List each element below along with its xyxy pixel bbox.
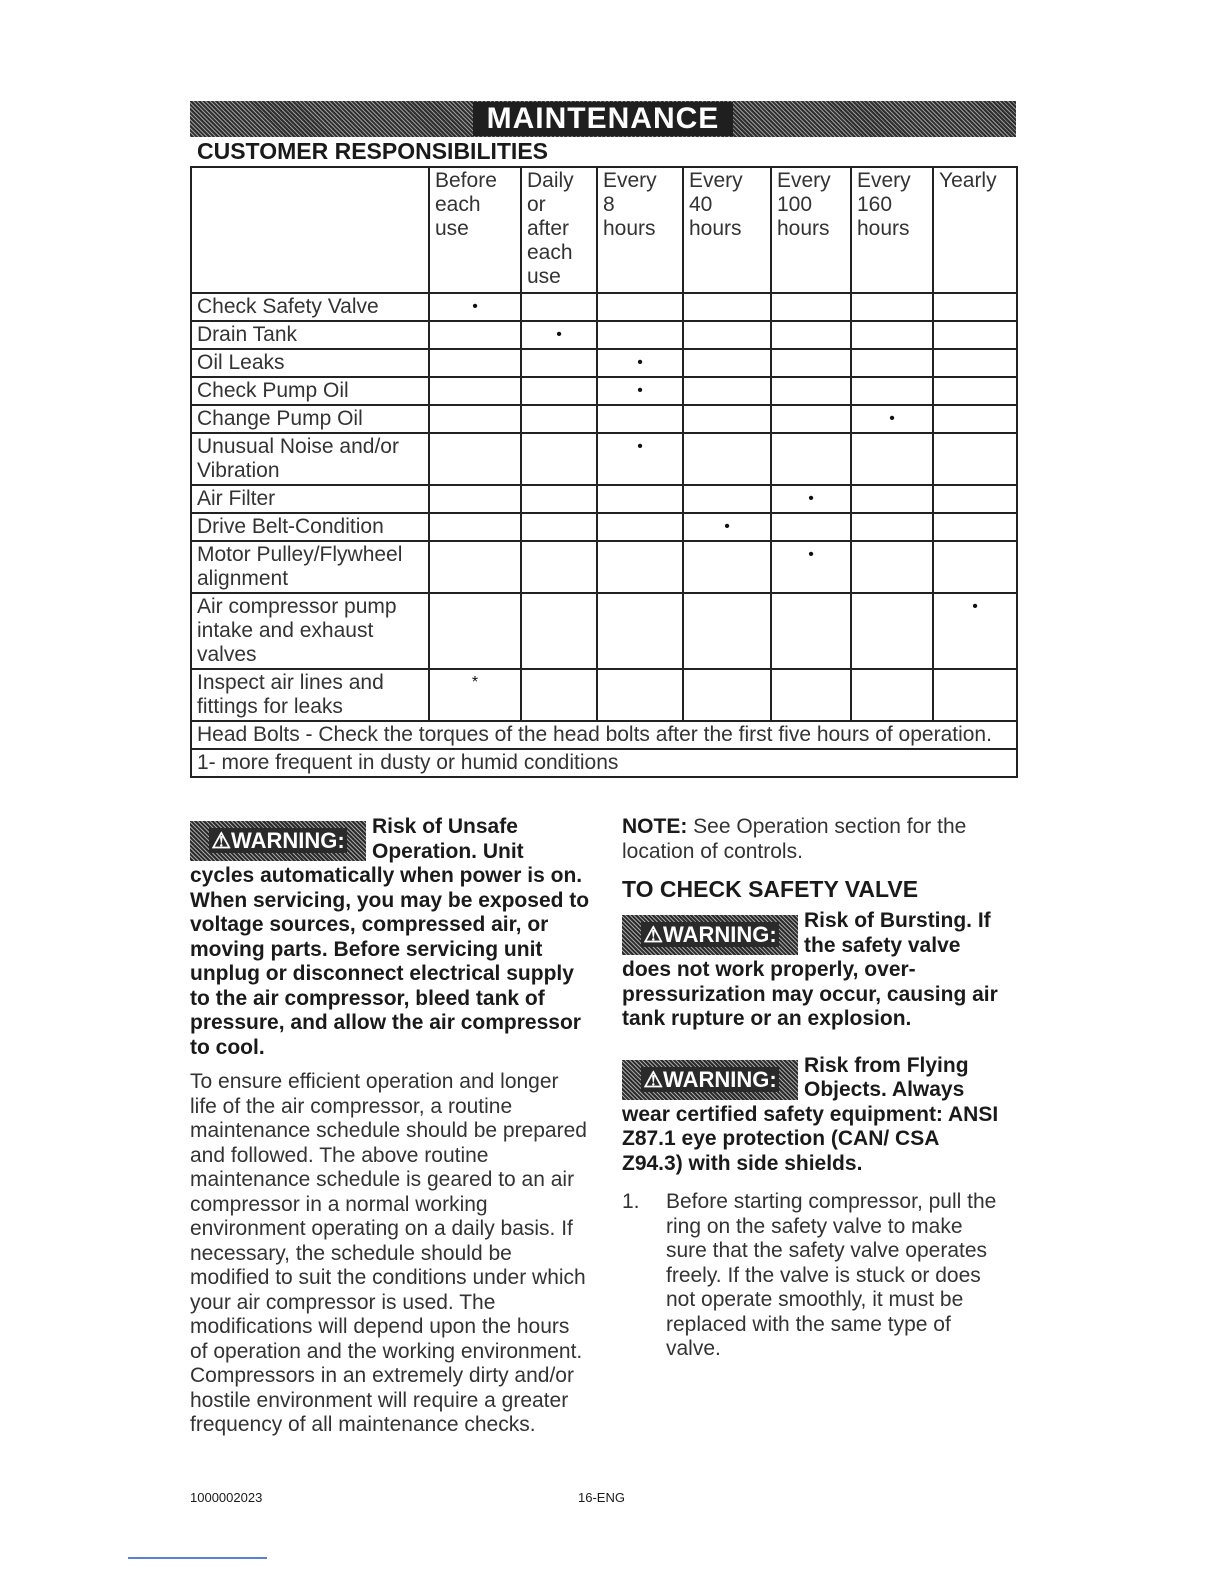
table-row <box>191 377 1017 405</box>
schedule-cell <box>597 669 683 721</box>
schedule-cell <box>933 405 1017 433</box>
flying-objects-warning <box>622 1054 1002 1177</box>
schedule-cell <box>933 321 1017 349</box>
column-header: Yearly <box>933 167 1017 293</box>
table-row <box>191 433 1017 485</box>
schedule-cell <box>933 377 1017 405</box>
schedule-cell <box>851 293 933 321</box>
schedule-mark: • <box>597 377 683 405</box>
schedule-mark: • <box>597 349 683 377</box>
schedule-cell <box>683 541 771 593</box>
step-text: Before starting compressor, pull the ring on the safety valve to make sure that the safety valve operates freely. If the valve is stuck or does not operate smoothly, it must be replaced with the same type of valve. <box>666 1190 997 1360</box>
warning-text: Risk from Flying Objects. Always wear certified safety equipment: ANSI Z87.1 eye protection (CAN/ CSA Z94.3) with side shields. <box>622 1053 999 1175</box>
bursting-warning <box>622 909 1002 1032</box>
schedule-cell <box>851 485 933 513</box>
schedule-cell <box>683 669 771 721</box>
table-row <box>191 593 1017 669</box>
schedule-mark: * <box>429 669 521 721</box>
schedule-cell <box>851 593 933 669</box>
schedule-cell <box>771 321 851 349</box>
schedule-cell <box>429 513 521 541</box>
schedule-cell <box>597 321 683 349</box>
page-number: 16-ENG <box>578 1490 625 1505</box>
maintenance-paragraph: To ensure efficient operation and longer life of the air compressor, a routine maintenance schedule should be prepared and followed. The above routine maintenance schedule is geared to an air compressor in a normal working environment operating on a daily basis. If necessary, the schedule should be modified to suit the conditions under which your air compressor is used. The modifications will depend upon the hours of operation and the working environment. Compressors in an extremely dirty and/or hostile environment will require a greater frequency of all maintenance checks. <box>190 1070 587 1436</box>
task-label: Air Filter <box>191 485 429 513</box>
schedule-cell <box>933 541 1017 593</box>
column-header: Before each use <box>429 167 521 293</box>
schedule-cell <box>771 377 851 405</box>
task-label: Check Pump Oil <box>191 377 429 405</box>
schedule-cell <box>933 669 1017 721</box>
schedule-cell <box>429 593 521 669</box>
schedule-cell <box>683 433 771 485</box>
schedule-cell <box>429 349 521 377</box>
task-label: Air compressor pump intake and exhaust valves <box>191 593 429 669</box>
schedule-cell <box>851 433 933 485</box>
schedule-cell <box>683 485 771 513</box>
schedule-cell <box>771 293 851 321</box>
note-label: NOTE: <box>622 815 688 838</box>
schedule-cell <box>521 433 597 485</box>
schedule-mark: • <box>933 593 1017 669</box>
table-footnote: Head Bolts - Check the torques of the head bolts after the first five hours of operation. <box>191 721 1017 749</box>
schedule-mark: • <box>597 433 683 485</box>
schedule-mark: • <box>521 321 597 349</box>
note <box>622 815 1002 864</box>
schedule-cell <box>933 349 1017 377</box>
schedule-cell <box>683 321 771 349</box>
column-header: Daily or after each use <box>521 167 597 293</box>
right-column <box>622 815 1002 1362</box>
step-number: 1. <box>622 1190 640 1213</box>
warning-badge: ⚠WARNING: <box>622 915 798 955</box>
schedule-cell <box>521 405 597 433</box>
column-header: Every 100 hours <box>771 167 851 293</box>
table-footnote: 1- more frequent in dusty or humid conditions <box>191 749 1017 777</box>
schedule-cell <box>521 541 597 593</box>
schedule-cell <box>429 377 521 405</box>
table-row <box>191 321 1017 349</box>
table-row <box>191 293 1017 321</box>
schedule-cell <box>521 513 597 541</box>
schedule-mark: • <box>771 485 851 513</box>
schedule-mark: • <box>851 405 933 433</box>
schedule-cell <box>933 293 1017 321</box>
table-footnote-row <box>191 749 1017 777</box>
task-label: Drive Belt-Condition <box>191 513 429 541</box>
schedule-cell <box>597 405 683 433</box>
schedule-cell <box>521 485 597 513</box>
schedule-cell <box>683 593 771 669</box>
table-row <box>191 405 1017 433</box>
task-label: Change Pump Oil <box>191 405 429 433</box>
schedule-cell <box>771 349 851 377</box>
schedule-cell <box>683 349 771 377</box>
schedule-cell <box>429 485 521 513</box>
schedule-cell <box>521 669 597 721</box>
task-label: Motor Pulley/Flywheel alignment <box>191 541 429 593</box>
schedule-cell <box>771 405 851 433</box>
schedule-cell <box>683 377 771 405</box>
schedule-cell <box>597 541 683 593</box>
schedule-cell <box>851 513 933 541</box>
task-label: Oil Leaks <box>191 349 429 377</box>
left-column <box>190 815 590 1438</box>
schedule-cell <box>771 669 851 721</box>
column-header: Every 40 hours <box>683 167 771 293</box>
column-header: Every 8 hours <box>597 167 683 293</box>
schedule-cell <box>851 349 933 377</box>
schedule-mark: • <box>429 293 521 321</box>
schedule-cell <box>771 513 851 541</box>
schedule-cell <box>521 293 597 321</box>
note-text: See Operation section for the location of controls. <box>622 815 967 863</box>
column-header: Every 160 hours <box>851 167 933 293</box>
table-row <box>191 485 1017 513</box>
document-number: 1000002023 <box>190 1490 263 1505</box>
bottom-rule <box>128 1557 267 1559</box>
column-header <box>191 167 429 293</box>
table-row <box>191 541 1017 593</box>
schedule-cell <box>851 669 933 721</box>
schedule-cell <box>851 541 933 593</box>
schedule-cell <box>683 293 771 321</box>
task-label: Drain Tank <box>191 321 429 349</box>
schedule-cell <box>683 405 771 433</box>
schedule-cell <box>851 377 933 405</box>
schedule-cell <box>933 433 1017 485</box>
schedule-cell <box>933 513 1017 541</box>
warning-text: Risk of Unsafe Operation. Unit cycles automatically when power is on. When servicing, you may be exposed to voltage sources, compressed air, or moving parts. Before servicing unit unplug or disconnect electrical supply to the air compressor, bleed tank of pressure, and allow the air compressor to cool. <box>190 815 590 1059</box>
task-label: Unusual Noise and/or Vibration <box>191 433 429 485</box>
table-row <box>191 669 1017 721</box>
schedule-cell <box>521 349 597 377</box>
warning-badge: ⚠WARNING: <box>190 821 366 861</box>
schedule-mark: • <box>683 513 771 541</box>
task-label: Inspect air lines and fittings for leaks <box>191 669 429 721</box>
schedule-cell <box>597 513 683 541</box>
maintenance-schedule-table <box>190 166 1018 778</box>
schedule-cell <box>933 485 1017 513</box>
schedule-cell <box>597 485 683 513</box>
warning-badge: ⚠WARNING: <box>622 1060 798 1100</box>
schedule-cell <box>851 321 933 349</box>
schedule-cell <box>597 593 683 669</box>
schedule-cell <box>771 593 851 669</box>
schedule-cell <box>429 433 521 485</box>
task-label: Check Safety Valve <box>191 293 429 321</box>
warning-text: Risk of Bursting. If the safety valve does not work properly, over-pressurization may occur, causing air tank rupture or an explosion. <box>622 909 998 1030</box>
schedule-cell <box>429 541 521 593</box>
table-row <box>191 349 1017 377</box>
schedule-cell <box>429 321 521 349</box>
schedule-cell <box>429 405 521 433</box>
unsafe-operation-warning <box>190 815 590 1060</box>
maintenance-banner <box>190 101 1016 137</box>
page-title: MAINTENANCE <box>473 102 734 136</box>
table-footnote-row <box>191 721 1017 749</box>
schedule-cell <box>771 433 851 485</box>
schedule-cell <box>521 377 597 405</box>
table-header-row <box>191 167 1017 293</box>
schedule-cell <box>597 293 683 321</box>
table-row <box>191 513 1017 541</box>
schedule-mark: • <box>771 541 851 593</box>
step-1 <box>622 1190 1002 1362</box>
check-safety-valve-heading: TO CHECK SAFETY VALVE <box>622 876 919 902</box>
section-subtitle: CUSTOMER RESPONSIBILITIES <box>197 138 549 164</box>
schedule-cell <box>521 593 597 669</box>
